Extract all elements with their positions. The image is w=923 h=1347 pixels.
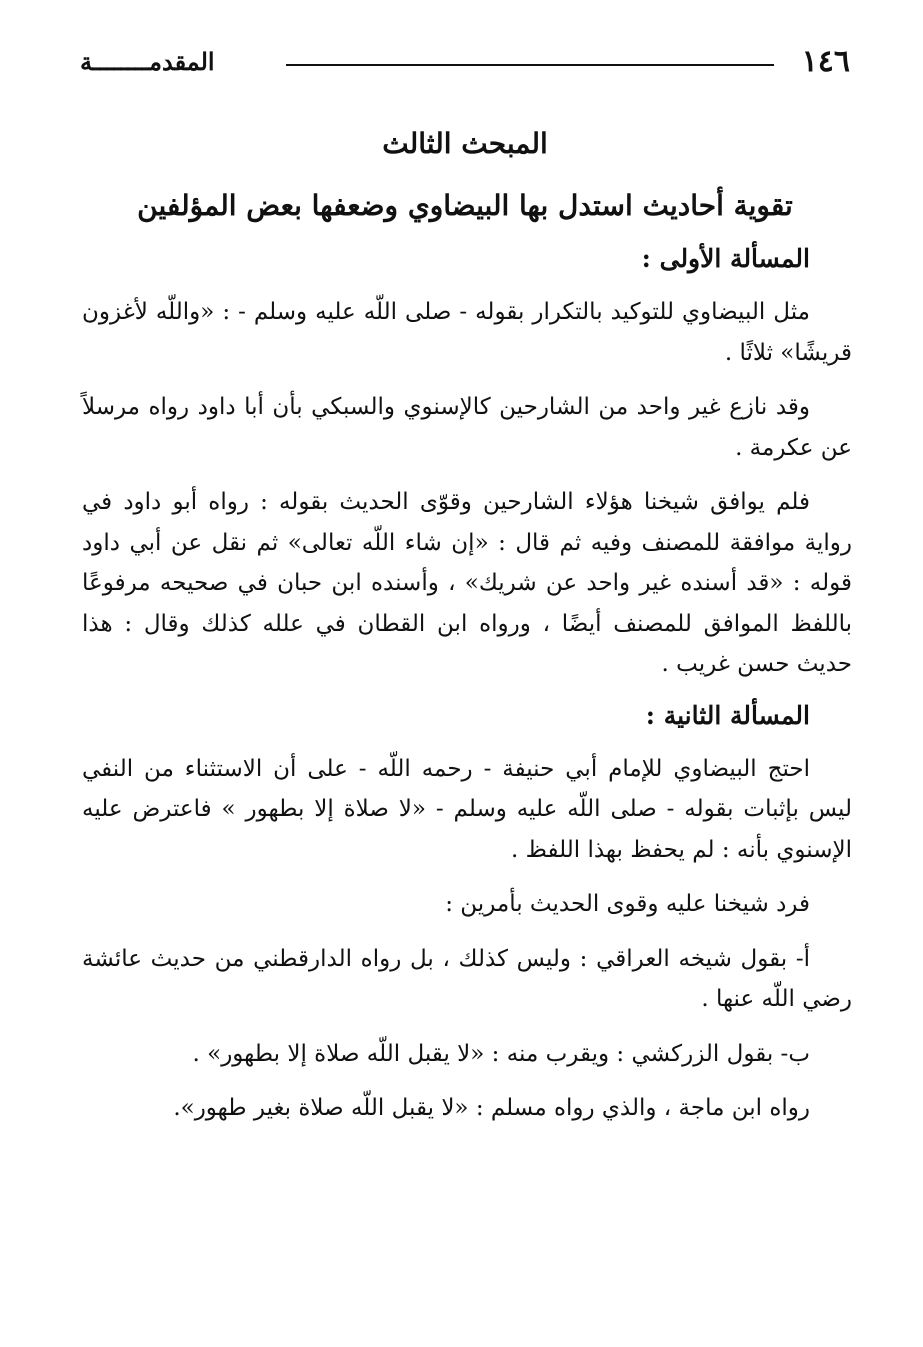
header-rule (286, 64, 774, 66)
issue-1-paragraph-2: وقد نازع غير واحد من الشارحين كالإسنوي والسبكي بأن أبا داود رواه مرسلاً عن عكرمة . (82, 394, 852, 461)
body-text (82, 238, 852, 1143)
issue-2-heading: المسألة الثانية : (645, 700, 810, 730)
issue-2-paragraph-4: ب- بقول الزركشي : ويقرب منه : «لا يقبل اللّه صلاة إلا بطهور» . (192, 1040, 810, 1067)
issue-1-heading: المسألة الأولى : (641, 244, 810, 273)
issue-2-paragraph-2: فرد شيخنا عليه وقوى الحديث بأمرين : (445, 891, 810, 917)
page-number: ١٤٦ (801, 44, 850, 79)
running-title: المقدمــــــــة (80, 47, 215, 76)
issue-2-paragraph-5: رواه ابن ماجة ، والذي رواه مسلم : «لا يقبل اللّه صلاة بغير طهور». (173, 1095, 810, 1121)
main-heading: تقوية أحاديث استدل بها البيضاوي وضعفها بعض المؤلفين (137, 189, 793, 222)
page-header (80, 42, 850, 82)
issue-2-paragraph-3: أ- بقول شيخه العراقي : وليس كذلك ، بل رواه الدارقطني من حديث عائشة رضي اللّه عنها . (82, 945, 852, 1012)
issue-1-paragraph-1: مثل البيضاوي للتوكيد بالتكرار بقوله - صلى اللّه عليه وسلم - : «واللّه لأغزون قريشًا» ثلاثًا . (82, 299, 852, 366)
section-title: المبحث الثالث (382, 127, 548, 160)
issue-2-paragraph-1: احتج البيضاوي للإمام أبي حنيفة - رحمه اللّه - على أن الاستثناء من النفي ليس بإثبات بقوله - صلى اللّه عليه وسلم - «لا صلاة إلا بطهور » فاعترض عليه الإسنوي بأنه : لم يحفظ بهذا اللفظ . (82, 755, 852, 863)
issue-1-paragraph-3: فلم يوافق شيخنا هؤلاء الشارحين وقوّى الحديث بقوله : رواه أبو داود في رواية موافقة للمصنف وفيه ثم قال : «إن شاء اللّه تعالى» ثم نقل عن أبي داود قوله : «قد أسنده غير واحد عن شريك» ، وأسنده ابن حبان في صحيحه مرفوعًا باللفظ الموافق للمصنف أيضًا ، ورواه ابن القطان في علله كذلك وقال : هذا حديث حسن غريب . (82, 489, 852, 677)
